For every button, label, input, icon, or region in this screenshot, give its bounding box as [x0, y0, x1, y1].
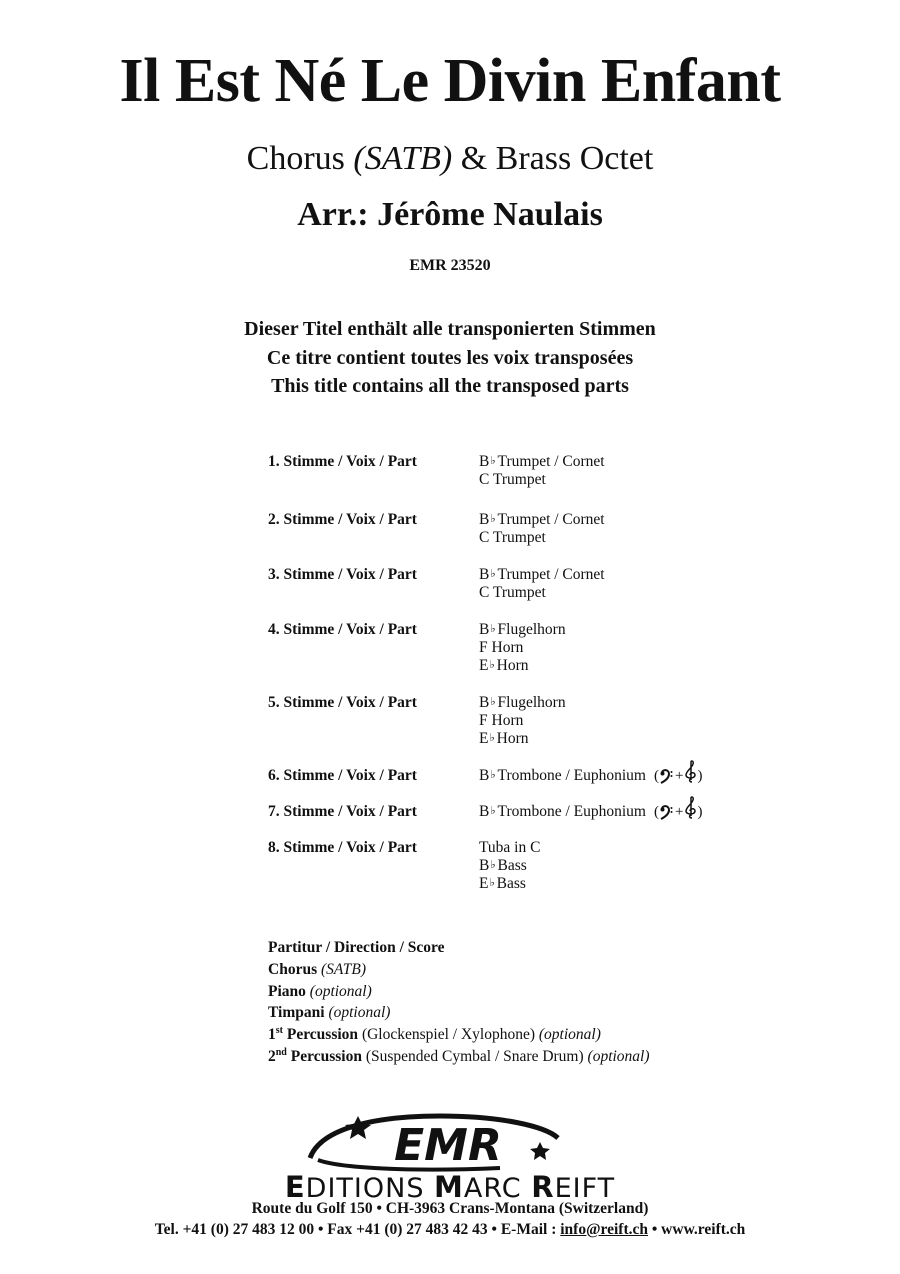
instrument-line: [479, 639, 566, 657]
key-letter: B: [479, 453, 490, 470]
flat-sign: ♭: [489, 732, 495, 744]
instrument-line: [479, 694, 566, 712]
flat-sign: ♭: [490, 769, 496, 781]
part-label: 8. Stimme / Voix / Part: [268, 839, 417, 856]
arranger-credit: Arr.: Jérôme Naulais: [297, 196, 603, 233]
clef-plus: +: [674, 804, 684, 820]
part-instruments: [479, 621, 566, 675]
publisher-address: Route du Golf 150 • CH-3963 Crans-Montana (Switzerland): [251, 1200, 649, 1217]
catalog-number: EMR 23520: [409, 257, 491, 274]
publisher-contact: [0, 1220, 900, 1240]
perc1-detail: (Glockenspiel / Xylophone): [361, 1026, 535, 1044]
key-letter: B: [479, 566, 490, 583]
publisher-initial-m: M: [434, 1170, 464, 1204]
instrument-name: C Trumpet: [479, 584, 546, 601]
timpani-name: Timpani: [268, 1004, 325, 1022]
flat-sign: ♭: [490, 623, 496, 635]
logo-star-left: [345, 1116, 371, 1139]
instrument-name: Trumpet / Cornet: [497, 453, 605, 470]
part-instruments: [479, 511, 605, 547]
clef-paren-close: ): [697, 768, 703, 784]
clef-paren-open: (: [653, 804, 659, 820]
chorus-note: (SATB): [320, 960, 367, 978]
chorus-name: Chorus: [268, 960, 318, 978]
subtitle-suffix: & Brass Octet: [452, 140, 654, 177]
part-instruments: [479, 767, 702, 785]
key-letter: E: [479, 730, 489, 747]
piece-title: Il Est Né Le Divin Enfant: [119, 47, 781, 115]
instrument-name: Horn: [496, 730, 529, 747]
key-letter: E: [479, 657, 489, 674]
key-letter: B: [479, 621, 490, 638]
instrument-name: Flugelhorn: [497, 621, 566, 638]
website-text: • www.reift.ch: [648, 1221, 746, 1238]
instrument-line: [479, 730, 566, 748]
notice-german: Dieser Titel enthält alle transponierten Stimmen: [244, 318, 656, 340]
instrument-line: [479, 712, 566, 730]
key-letter: B: [479, 511, 490, 528]
instrument-name: C Trumpet: [479, 529, 546, 546]
instrument-line: [479, 529, 605, 547]
key-letter: B: [479, 803, 490, 820]
instrument-name: Tuba in C: [479, 839, 541, 856]
part-label: 3. Stimme / Voix / Part: [268, 566, 417, 583]
clef-plus: +: [674, 768, 684, 784]
flat-sign: ♭: [490, 513, 496, 525]
additional-parts: [268, 937, 650, 1068]
chorus-line: [268, 959, 650, 981]
email-link[interactable]: info@reift.ch: [560, 1221, 648, 1238]
instrument-line: [479, 803, 702, 821]
instrument-line: [479, 584, 605, 602]
instrument-name: Trombone / Euphonium: [497, 767, 646, 784]
clef-options: [654, 803, 702, 821]
part-label: 7. Stimme / Voix / Part: [268, 803, 417, 820]
publisher-word-2: ARC: [463, 1173, 532, 1204]
part-label: 2. Stimme / Voix / Part: [268, 511, 417, 528]
treble-clef-icon: [685, 796, 697, 820]
treble-clef-icon: [685, 760, 697, 784]
instrument-name: F Horn: [479, 712, 524, 729]
logo-text: EMR: [394, 1120, 502, 1171]
flat-sign: ♭: [490, 859, 496, 871]
logo-star-right: [530, 1142, 550, 1160]
part-instruments: [479, 566, 605, 602]
piano-line: [268, 981, 650, 1003]
key-letter: B: [479, 767, 490, 784]
instrument-line: [479, 657, 566, 675]
flat-sign: ♭: [489, 877, 495, 889]
notice-french: Ce titre contient toutes les voix transposées: [266, 346, 634, 369]
instrument-name: Trumpet / Cornet: [497, 511, 605, 528]
part-label: 5. Stimme / Voix / Part: [268, 694, 417, 711]
publisher-word-3: EIFT: [554, 1173, 616, 1204]
instrument-line: [479, 621, 566, 639]
contact-phone-fax: Tel. +41 (0) 27 483 12 00 • Fax +41 (0) 27 483 42 43 • E-Mail :: [154, 1221, 561, 1238]
part-instruments: [479, 453, 605, 489]
instrument-line: [479, 875, 540, 893]
part-instruments: [479, 839, 540, 893]
instrument-name: Trombone / Euphonium: [497, 803, 646, 820]
publisher-word-1: DITIONS: [305, 1173, 435, 1204]
instrument-line: [479, 767, 702, 785]
perc2-note: (optional): [587, 1047, 650, 1065]
key-letter: B: [479, 694, 490, 711]
part-label: 1. Stimme / Voix / Part: [268, 453, 417, 470]
perc1-suffix: st: [275, 1025, 283, 1037]
instrument-name: F Horn: [479, 639, 524, 656]
clef-options: [654, 767, 702, 785]
notice-english: This title contains all the transposed parts: [271, 375, 629, 397]
flat-sign: ♭: [490, 455, 496, 467]
part-instruments: [479, 803, 702, 821]
instrument-line: [479, 453, 605, 471]
instrument-name: Bass: [497, 857, 527, 874]
flat-sign: ♭: [490, 805, 496, 817]
part-label: 6. Stimme / Voix / Part: [268, 767, 417, 784]
flat-sign: ♭: [489, 659, 495, 671]
instrument-name: Horn: [496, 657, 529, 674]
instrumentation-subtitle: [0, 142, 900, 176]
key-letter: E: [479, 875, 489, 892]
perc2-suffix: nd: [275, 1046, 287, 1058]
percussion-1-line: [268, 1024, 650, 1046]
perc2-name: Percussion: [290, 1047, 362, 1065]
perc2-ordinal: 2: [268, 1047, 276, 1065]
timpani-line: [268, 1002, 650, 1024]
perc1-note: (optional): [538, 1026, 601, 1044]
instrument-name: Trumpet / Cornet: [497, 566, 605, 583]
flat-sign: ♭: [490, 568, 496, 580]
publisher-initial-e: E: [284, 1170, 306, 1204]
bass-clef-icon: [659, 804, 673, 820]
part-instruments: [479, 694, 566, 748]
instrument-name: Flugelhorn: [497, 694, 566, 711]
piano-name: Piano: [268, 982, 306, 1000]
instrument-line: [479, 471, 605, 489]
piano-note: (optional): [309, 982, 372, 1000]
clef-paren-open: (: [653, 768, 659, 784]
part-label: 4. Stimme / Voix / Part: [268, 621, 417, 638]
timpani-note: (optional): [328, 1004, 391, 1022]
flat-sign: ♭: [490, 696, 496, 708]
perc1-ordinal: 1: [268, 1026, 276, 1044]
publisher-initial-r: R: [531, 1170, 555, 1204]
instrument-line: [479, 511, 605, 529]
perc2-detail: (Suspended Cymbal / Snare Drum): [365, 1047, 584, 1065]
subtitle-satb: (SATB): [353, 140, 453, 177]
publisher-name: [0, 1170, 900, 1204]
instrument-line: [479, 857, 540, 875]
instrument-line: [479, 839, 540, 857]
key-letter: B: [479, 857, 490, 874]
percussion-2-line: [268, 1046, 650, 1068]
transposition-notice: [0, 315, 900, 401]
instrument-name: Bass: [496, 875, 526, 892]
bass-clef-icon: [659, 768, 673, 784]
perc1-name: Percussion: [286, 1026, 359, 1044]
subtitle-prefix: Chorus: [246, 140, 354, 177]
score-line: Partitur / Direction / Score: [268, 939, 445, 956]
instrument-line: [479, 566, 605, 584]
clef-paren-close: ): [697, 804, 703, 820]
instrument-name: C Trumpet: [479, 471, 546, 488]
